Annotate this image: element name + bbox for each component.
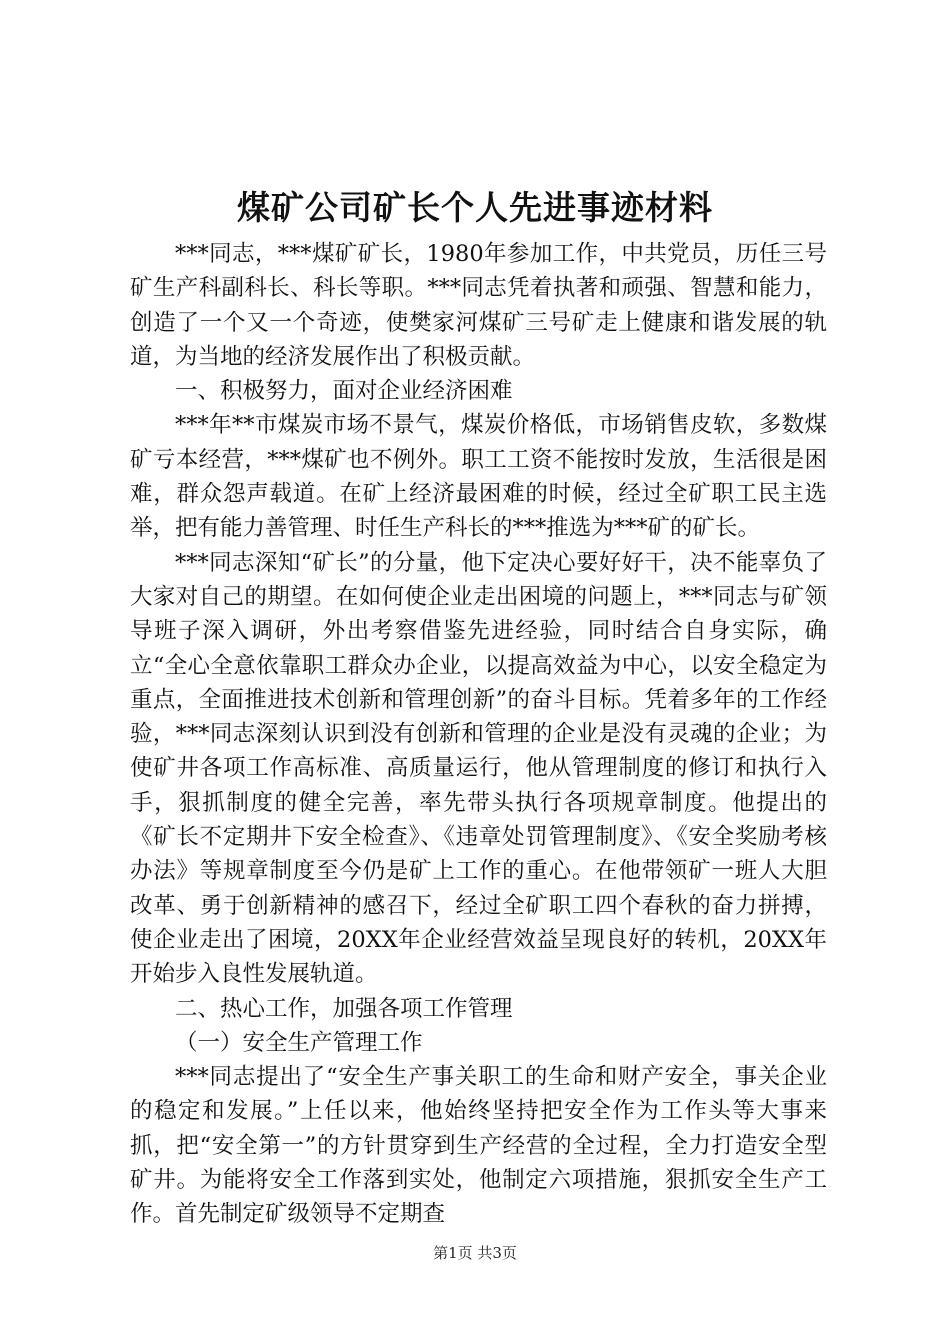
paragraph-difficulty: ***年**市煤炭市场不景气，煤炭价格低，市场销售皮软，多数煤矿亏本经营，***煤矿也不例外。职工工资不能按时发放，生活很是困难，群众怨声载道。在矿上经济最困难的时候，经过全矿职工民主选举，把有能力善管理、时任生产科长的***推选为***矿的矿长。 [130,412,827,542]
paragraph-reform: ***同志深知“矿长”的分量，他下定决心要好好干，决不能辜负了大家对自己的期望。在如何使企业走出困境的问题上，***同志与矿领导班子深入调研，外出考察借鉴先进经验，同时结合自身实际，确立“全心全意依靠职工群众办企业，以提高效益为中心，以安全稳定为重点，全面推进技术创新和管理创新”的奋斗目标。凭着多年的工作经验，***同志深刻认识到没有创新和管理的企业是没有灵魂的企业；为使矿井各项工作高标准、高质量运行，他从管理制度的修订和执行入手，狠抓制度的健全完善，率先带头执行各项规章制度。他提出的《矿长不定期井下安全检查》、《违章处罚管理制度》、《安全奖励考核办法》等规章制度至今仍是矿上工作的重心。在他带领矿一班人大胆改革、勇于创新精神的感召下，经过全矿职工四个春秋的奋力拼搏，使企业走出了困境，20XX年企业经营效益呈现良好的转机，20XX年开始步入良性发展轨道。 [130,549,827,988]
page-footer: 第1页 共3页 [433,1244,517,1262]
subsection-heading-1: （一）安全生产管理工作 [175,1029,423,1056]
document-title: 煤矿公司矿长个人先进事迹材料 [237,188,713,227]
document-body [130,237,827,1232]
section-heading-1: 一、积极努力，面对企业经济困难 [175,378,513,405]
section-heading-2: 二、热心工作，加强各项工作管理 [175,995,513,1022]
paragraph-intro: ***同志，***煤矿矿长，1980年参加工作，中共党员，历任三号矿生产科副科长、科长等职。***同志凭着执著和顽强、智慧和能力，创造了一个又一个奇迹，使樊家河煤矿三号矿走上健康和谐发展的轨道，为当地的经济发展作出了积极贡献。 [130,241,827,370]
paragraph-safety: ***同志提出了“安全生产事关职工的生命和财产安全，事关企业的稳定和发展。”上任以来，他始终坚持把安全作为工作头等大事来抓，把“安全第一”的方针贯穿到生产经营的全过程，全力打造安全型矿井。为能将安全工作落到实处，他制定六项措施，狠抓安全生产工作。首先制定矿级领导不定期查 [130,1064,827,1228]
